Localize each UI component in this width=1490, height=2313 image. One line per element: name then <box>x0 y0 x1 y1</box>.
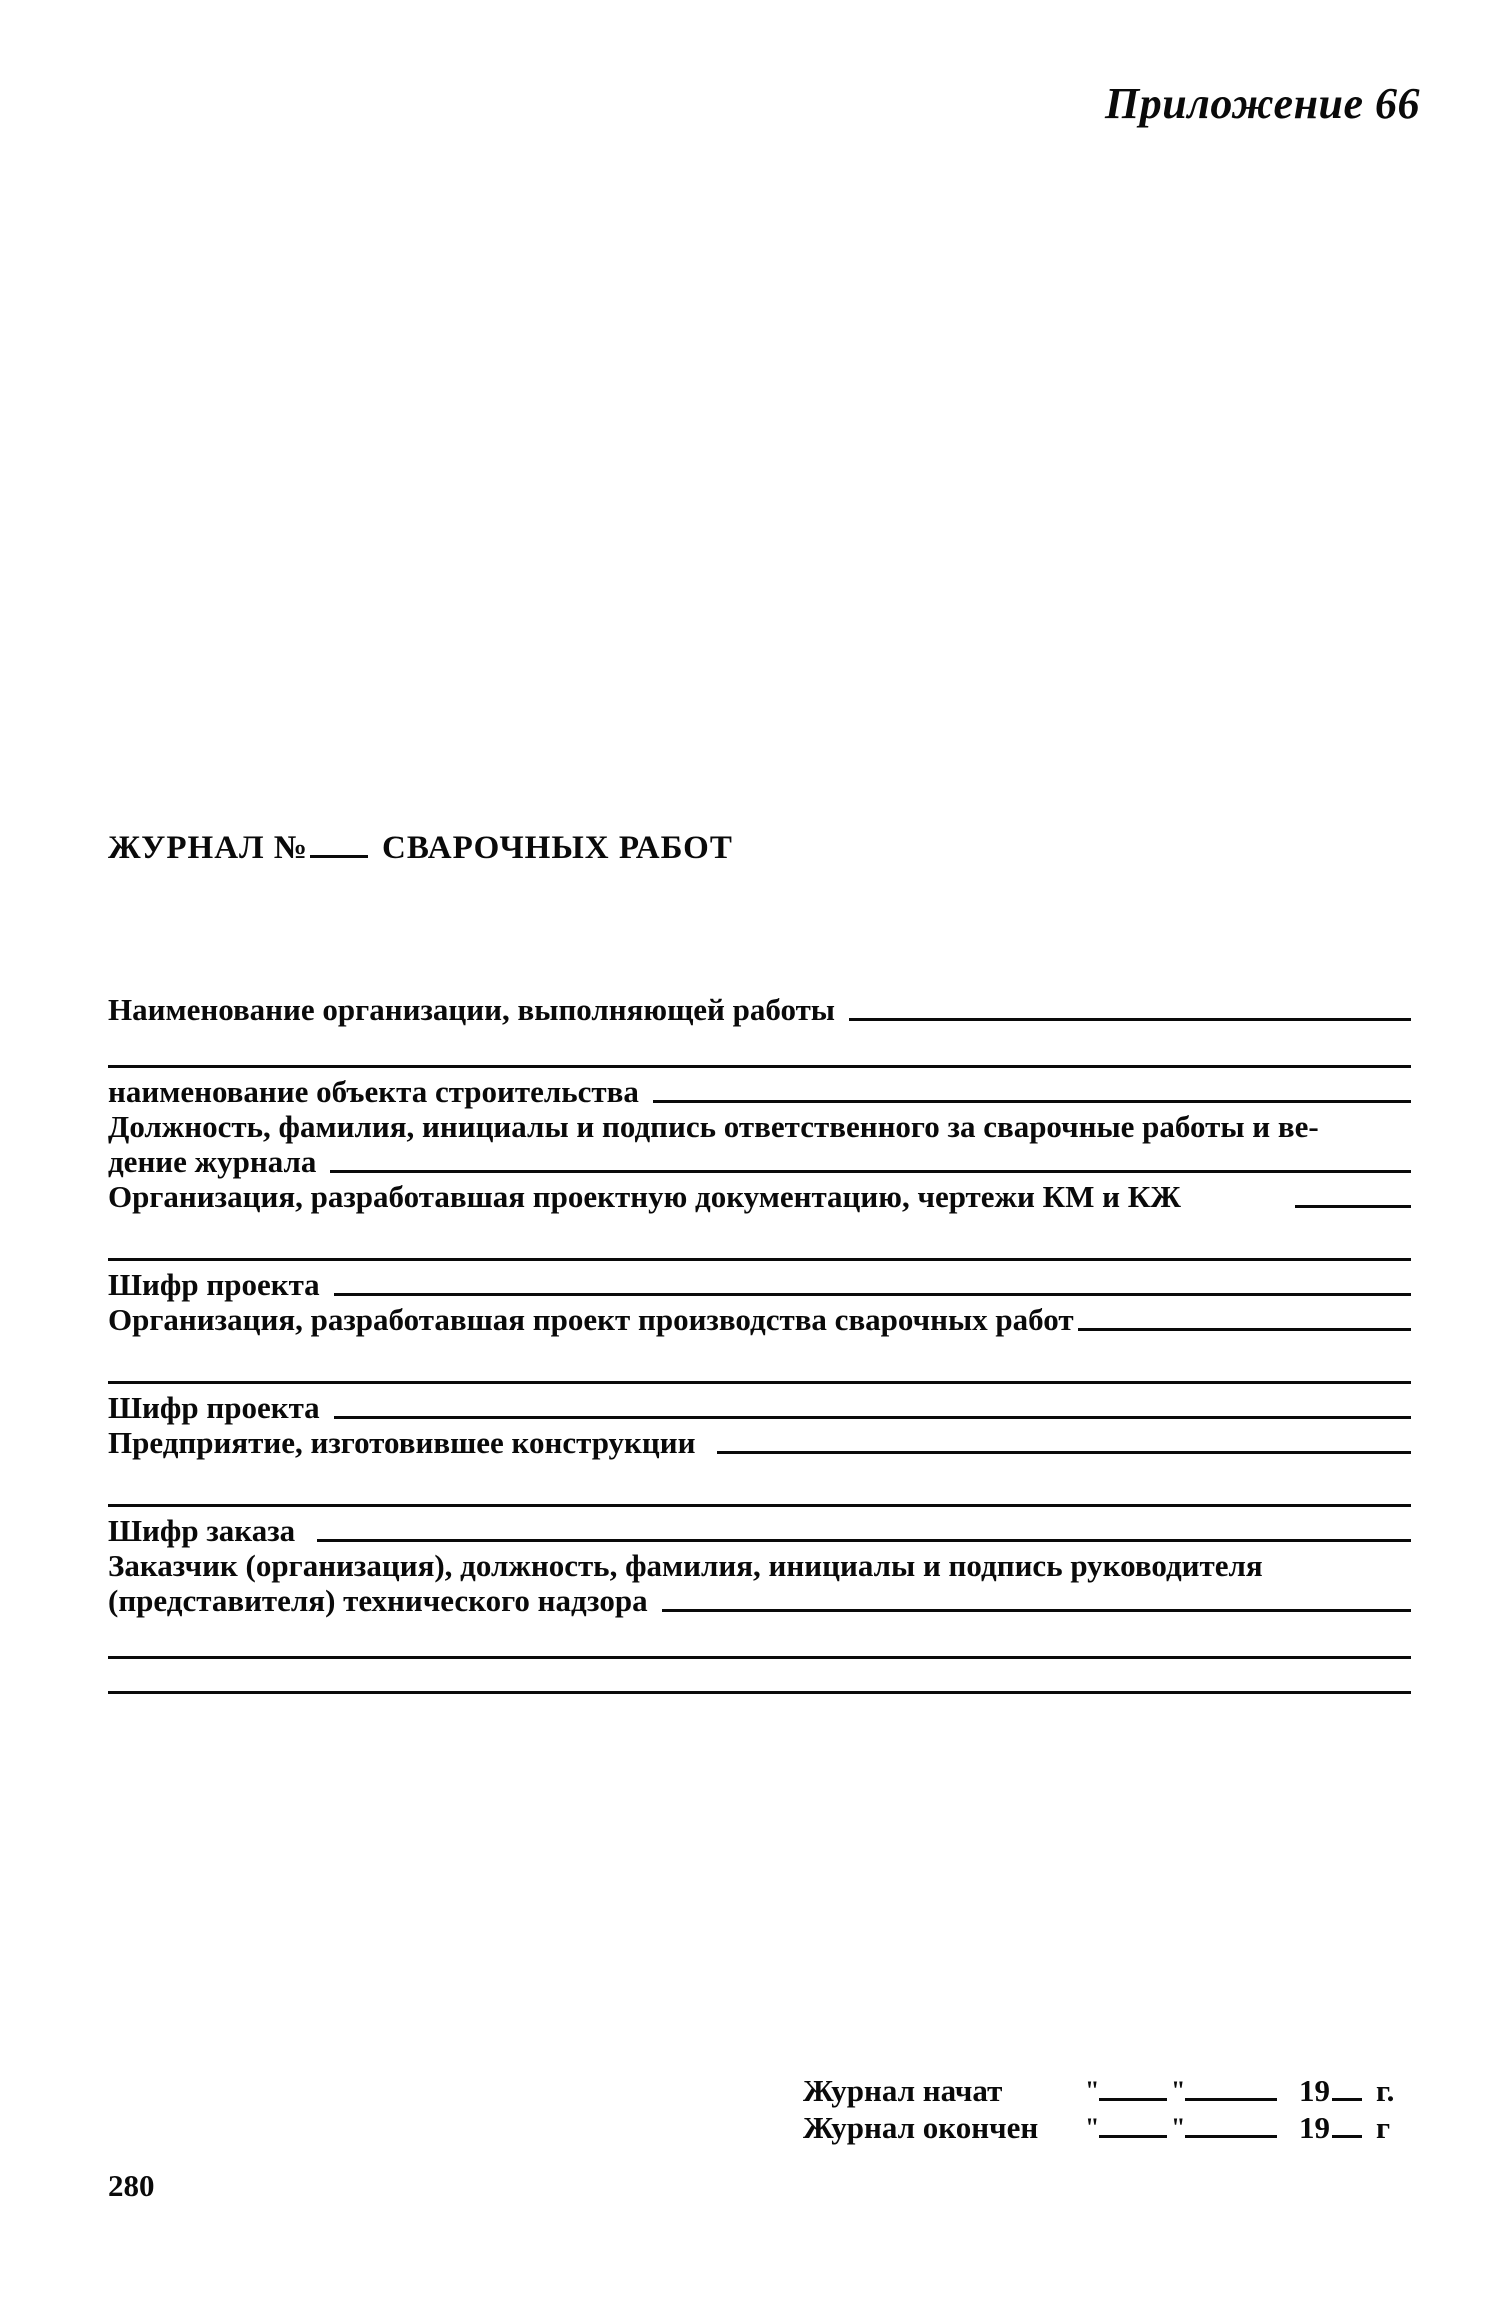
field-row-project-code-1 <box>108 1267 1411 1302</box>
field-row-customer-cont-2 <box>108 1665 1411 1700</box>
customer-label-line2: (представителя) технического надзора <box>108 1583 648 1618</box>
appendix-label: Приложение 66 <box>1105 79 1420 128</box>
design-org-field-continuation[interactable] <box>108 1258 1411 1261</box>
journal-title-prefix: ЖУРНАЛ № <box>108 830 309 866</box>
welding-project-org-field-continuation[interactable] <box>108 1381 1411 1384</box>
finished-month-field[interactable] <box>1185 2135 1277 2138</box>
field-row-customer-cont-1 <box>108 1630 1411 1665</box>
started-year-field[interactable] <box>1332 2098 1362 2101</box>
field-row-design-org-cont <box>108 1232 1411 1267</box>
project-code-1-field[interactable] <box>334 1293 1411 1296</box>
journal-number-field[interactable] <box>310 851 368 858</box>
object-name-label: наименование объекта строительства <box>108 1074 639 1109</box>
project-code-2-field[interactable] <box>334 1416 1411 1419</box>
started-month-field[interactable] <box>1185 2098 1277 2101</box>
field-row-object-name <box>108 1074 1411 1109</box>
manufacturer-field[interactable] <box>717 1451 1411 1454</box>
object-name-field[interactable] <box>653 1100 1411 1103</box>
org-performing-field[interactable] <box>849 1018 1411 1021</box>
page-number: 280 <box>108 2168 155 2203</box>
field-row-responsible <box>108 1144 1411 1179</box>
date-row-finished <box>803 2109 1411 2146</box>
finished-day-field[interactable] <box>1099 2135 1167 2138</box>
customer-field[interactable] <box>662 1609 1411 1612</box>
field-row-manufacturer <box>108 1425 1411 1460</box>
field-row-customer-text <box>108 1548 1411 1583</box>
journal-form <box>108 992 1411 1700</box>
close-quote: " <box>1171 2113 1186 2142</box>
open-quote: " <box>1085 2113 1100 2142</box>
journal-dates <box>803 2072 1411 2146</box>
field-row-responsible-text <box>108 1109 1411 1144</box>
date-row-started <box>803 2072 1411 2109</box>
started-day-field[interactable] <box>1099 2098 1167 2101</box>
field-row-manufacturer-cont <box>108 1478 1411 1513</box>
journal-title <box>108 830 733 867</box>
manufacturer-field-continuation[interactable] <box>108 1504 1411 1507</box>
field-row-order-code <box>108 1513 1411 1548</box>
responsible-label-line2: дение журнала <box>108 1144 317 1179</box>
project-code-2-label: Шифр проекта <box>108 1390 320 1425</box>
field-row-project-code-2 <box>108 1390 1411 1425</box>
finished-year-suffix: г <box>1376 2110 1391 2145</box>
welding-project-org-label: Организация, разработавшая проект производства сварочных работ <box>108 1302 1074 1337</box>
field-row-org-performing-cont <box>108 1039 1411 1074</box>
field-row-customer <box>108 1583 1411 1618</box>
org-performing-label: Наименование организации, выполняющей работы <box>108 992 836 1027</box>
started-year-prefix: 19 <box>1299 2073 1330 2108</box>
field-row-org-performing <box>108 992 1411 1027</box>
field-row-welding-project-org-cont <box>108 1355 1411 1390</box>
close-quote: " <box>1171 2076 1186 2105</box>
finished-year-field[interactable] <box>1332 2135 1362 2138</box>
responsible-label-line1: Должность, фамилия, инициалы и подпись ответственного за сварочные работы и ве- <box>108 1109 1319 1144</box>
customer-field-continuation-2[interactable] <box>108 1691 1411 1694</box>
journal-title-suffix: СВАРОЧНЫХ РАБОТ <box>382 830 733 866</box>
open-quote: " <box>1085 2076 1100 2105</box>
design-org-field[interactable] <box>1295 1205 1411 1208</box>
responsible-field[interactable] <box>330 1170 1411 1173</box>
customer-field-continuation-1[interactable] <box>108 1656 1411 1659</box>
order-code-label: Шифр заказа <box>108 1513 296 1548</box>
field-row-welding-project-org <box>108 1302 1411 1337</box>
order-code-field[interactable] <box>317 1539 1411 1542</box>
started-year-suffix: г. <box>1376 2073 1395 2108</box>
org-performing-field-continuation[interactable] <box>108 1065 1411 1068</box>
field-row-design-org <box>108 1179 1411 1214</box>
welding-project-org-field[interactable] <box>1078 1328 1411 1331</box>
customer-label-line1: Заказчик (организация), должность, фамилия, инициалы и подпись руководителя <box>108 1548 1263 1583</box>
project-code-1-label: Шифр проекта <box>108 1267 320 1302</box>
journal-finished-label: Журнал окончен <box>803 2110 1039 2145</box>
finished-year-prefix: 19 <box>1299 2110 1330 2145</box>
journal-started-label: Журнал начат <box>803 2073 1003 2108</box>
manufacturer-label: Предприятие, изготовившее конструкции <box>108 1425 696 1460</box>
design-org-label: Организация, разработавшая проектную документацию, чертежи КМ и КЖ <box>108 1179 1181 1214</box>
